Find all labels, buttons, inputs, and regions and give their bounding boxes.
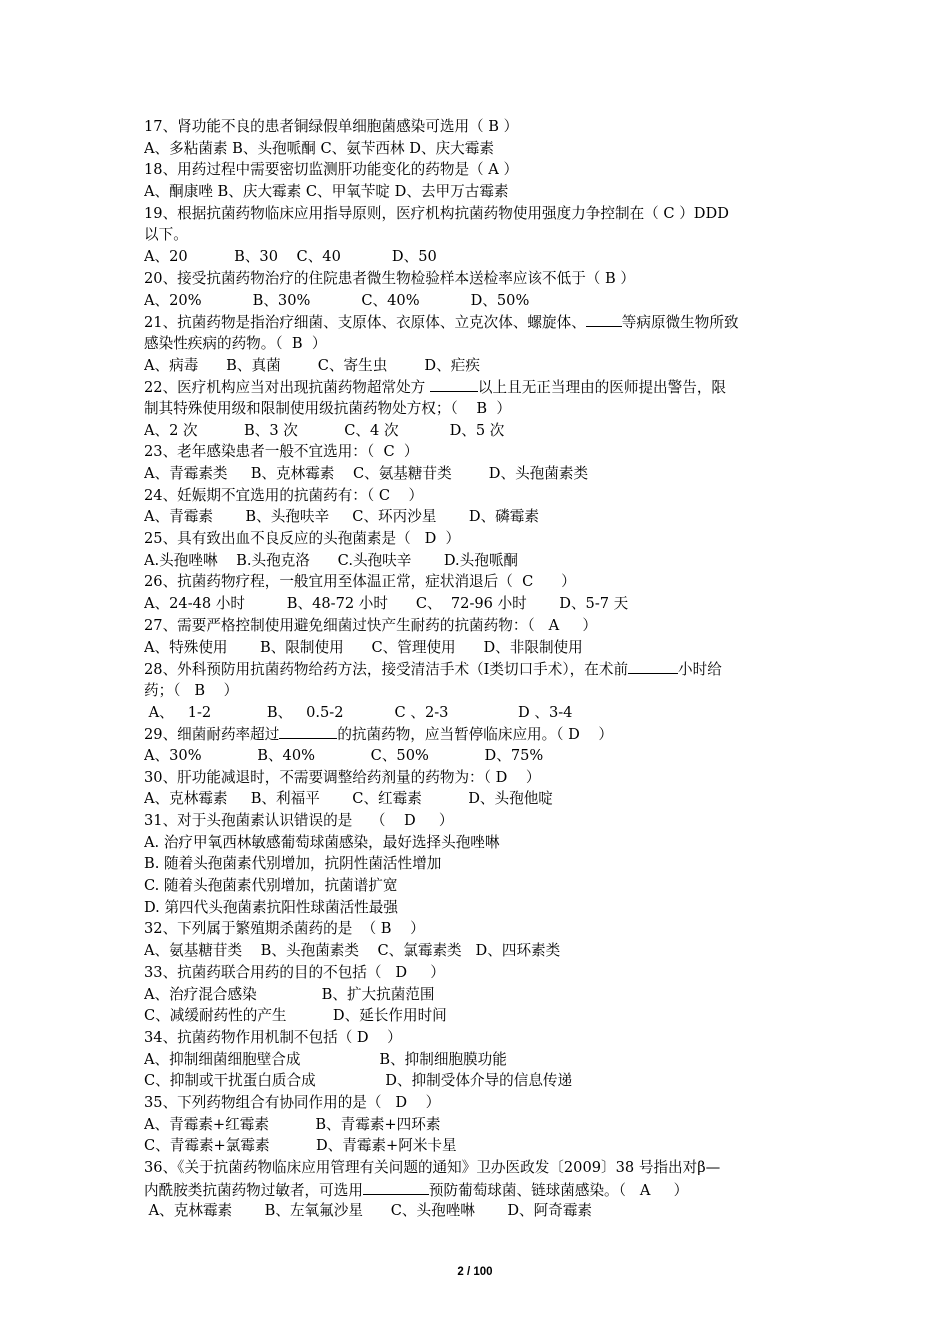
question-26: 26、抗菌药物疗程，一般宜用至体温正常，症状消退后（ C ）	[144, 573, 576, 591]
options-34-ab: A、抑制细菌细胞壁合成 B、抑制细胞膜功能	[144, 1050, 507, 1068]
question-28	[144, 658, 812, 680]
options-17: A、多粘菌素 B、头孢哌酮 C、氨苄西林 D、庆大霉素	[144, 139, 494, 157]
options-29: A、30% B、40% C、50% D、75%	[144, 746, 544, 764]
fill-blank	[628, 658, 678, 674]
question-29-tail: 的抗菌药物，应当暂停临床应用。（ D ）	[337, 726, 614, 744]
question-21	[144, 311, 812, 333]
options-20: A、20% B、30% C、40% D、50%	[144, 291, 530, 309]
options-35-ab: A、青霉素+红霉素 B、青霉素+四环素	[144, 1115, 441, 1133]
question-18: 18、用药过程中需要密切监测肝功能变化的药物是（ A ）	[144, 161, 519, 179]
options-34-cd: C、抑制或干扰蛋白质合成 D、抑制受体介导的信息传递	[144, 1072, 573, 1090]
options-33-ab: A、治疗混合感染 B、扩大抗菌范围	[144, 985, 435, 1003]
question-28-tail: 小时给	[678, 661, 722, 679]
question-22	[144, 376, 812, 398]
question-28-text: 28、外科预防用抗菌药物给药方法，接受清洁手术（Ⅰ类切口手术），在术前	[144, 661, 629, 679]
question-34: 34、抗菌药物作用机制不包括（ D ）	[144, 1028, 402, 1046]
options-19: A、20 B、30 C、40 D、50	[144, 248, 437, 266]
question-19: 19、根据抗菌药物临床应用指导原则，医疗机构抗菌药物使用强度力争控制在（ C ）DDD	[144, 204, 729, 222]
question-20: 20、接受抗菌药物治疗的住院患者微生物检验样本送检率应该不低于（ B ）	[144, 269, 635, 287]
options-33-cd: C、减缓耐药性的产生 D、延长作用时间	[144, 1007, 447, 1025]
question-24: 24、妊娠期不宜选用的抗菌药有：（ C ）	[144, 486, 424, 504]
question-31: 31、对于头孢菌素认识错误的是 （ D ）	[144, 812, 454, 829]
option-31-c: C. 随着头孢菌素代别增加，抗菌谱扩宽	[144, 877, 398, 895]
question-28-cont: 药；（ B ）	[144, 681, 239, 699]
fill-blank	[363, 1179, 429, 1195]
question-30: 30、肝功能减退时，不需要调整给药剂量的药物为：（ D ）	[144, 768, 541, 786]
option-31-b: B. 随着头孢菌素代别增加，抗阴性菌活性增加	[144, 855, 442, 873]
options-18: A、酮康唑 B、庆大霉素 C、甲氧苄啶 D、去甲万古霉素	[144, 183, 509, 201]
options-23: A、青霉素类 B、克林霉素 C、氨基糖苷类 D、头孢菌素类	[144, 465, 589, 482]
fill-blank	[430, 376, 478, 392]
question-21-tail: 等病原微生物所致	[621, 314, 739, 332]
question-22-text: 22、医疗机构应当对出现抗菌药物超常处方	[144, 379, 430, 397]
question-36-tail: 预防葡萄球菌、链球菌感染。（ A ）	[428, 1181, 689, 1199]
options-26: A、24-48 小时 B、48-72 小时 C、 72-96 小时 D、5-7 天	[144, 595, 629, 613]
options-24: A、青霉素 B、头孢呋辛 C、环丙沙星 D、磷霉素	[144, 508, 539, 526]
question-27: 27、需要严格控制使用避免细菌过快产生耐药的抗菌药物：（ A ）	[144, 616, 597, 634]
question-22-tail: 以上且无正当理由的医师提出警告，限	[477, 379, 727, 397]
question-29-text: 29、细菌耐药率超过	[144, 726, 280, 744]
question-21-text: 21、抗菌药物是指治疗细菌、支原体、衣原体、立克次体、螺旋体、	[144, 314, 586, 332]
question-29	[144, 723, 812, 745]
question-22-cont: 制其特殊使用级和限制使用级抗菌药物处方权；（ B ）	[144, 399, 511, 417]
options-30: A、克林霉素 B、利福平 C、红霉素 D、头孢他啶	[144, 790, 553, 808]
options-36: A、克林霉素 B、左氧氟沙星 C、头孢唑啉 D、阿奇霉素	[144, 1202, 593, 1220]
question-36-cont	[144, 1179, 812, 1201]
option-31-a: A. 治疗甲氧西林敏感葡萄球菌感染，最好选择头孢唑啉	[144, 833, 500, 851]
fill-blank	[586, 311, 622, 327]
question-35: 35、下列药物组合有协同作用的是（ D ）	[144, 1093, 441, 1111]
question-25: 25、具有致出血不良反应的头孢菌素是（ D ）	[144, 530, 461, 548]
options-27: A、特殊使用 B、限制使用 C、管理使用 D、非限制使用	[144, 638, 583, 656]
options-25: A.头孢唑啉 B.头孢克洛 C.头孢呋辛 D.头孢哌酮	[144, 551, 519, 569]
question-21-cont: 感染性疾病的药物。（ B ）	[144, 334, 327, 352]
question-36-text: 内酰胺类抗菌药物过敏者，可选用	[144, 1181, 363, 1199]
question-33: 33、抗菌药联合用药的目的不包括（ D ）	[144, 963, 445, 981]
options-32: A、氨基糖苷类 B、头孢菌素类 C、氯霉素类 D、四环素类	[144, 942, 561, 960]
options-35-cd: C、青霉素+氯霉素 D、青霉素+阿米卡星	[144, 1137, 457, 1155]
question-32: 32、下列属于繁殖期杀菌药的是 （ B ）	[144, 920, 425, 938]
question-23: 23、老年感染患者一般不宜选用：（ C ）	[144, 443, 419, 461]
question-list	[144, 116, 812, 1222]
option-31-d: D. 第四代头孢菌素抗阳性球菌活性最强	[144, 898, 398, 916]
page-number: 2 / 100	[457, 1266, 493, 1278]
options-28: A、 1-2 B、 0.5-2 C 、2-3 D 、3-4	[144, 703, 573, 721]
question-17: 17、肾功能不良的患者铜绿假单细胞菌感染可选用（ B ）	[144, 118, 519, 135]
question-36: 36、《关于抗菌药物临床应用管理有关问题的通知》卫办医政发〔2009〕38 号指出对β—	[144, 1159, 721, 1176]
fill-blank	[279, 723, 337, 739]
options-21: A、病毒 B、真菌 C、寄生虫 D、疟疾	[144, 356, 480, 374]
question-19-cont: 以下。	[144, 226, 188, 244]
options-22: A、2 次 B、3 次 C、4 次 D、5 次	[144, 421, 505, 439]
